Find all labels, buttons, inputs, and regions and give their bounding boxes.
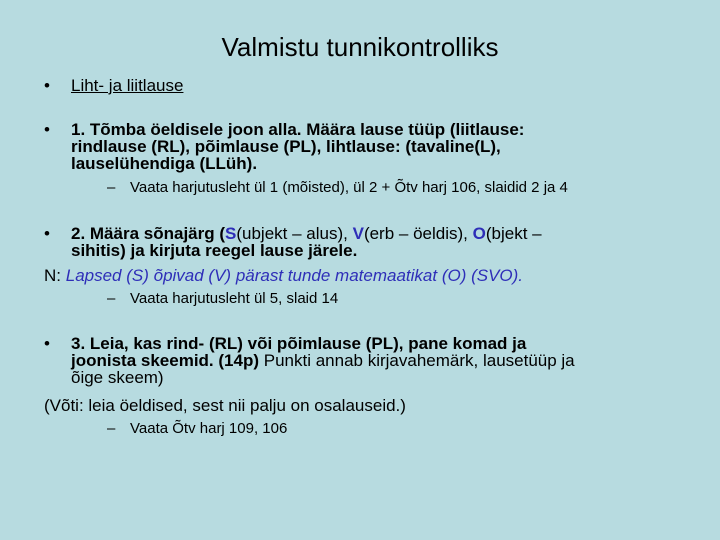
bullet-marker: • — [44, 334, 50, 353]
sub-bullet-3: Vaata harjutusleht ül 5, slaid 14 — [130, 290, 339, 307]
bullet-liht-liitlause: Liht- ja liitlause — [71, 76, 184, 95]
bullet-marker: • — [44, 76, 50, 95]
bullet-marker: • — [44, 224, 50, 243]
text-run: (bjekt – — [485, 224, 542, 243]
bullet-2-line-2: rindlause (RL), põimlause (PL), lihtlause: (tavaline(L), — [71, 137, 501, 156]
text-run: (ubjekt – alus), — [236, 224, 353, 243]
sub-dash: – — [107, 290, 116, 307]
bullet-4-line-1: 3. Leia, kas rind- (RL) või põimlause (PL), pane komad ja — [71, 334, 527, 353]
text-run: 2. Määra sõnajärg ( — [71, 224, 226, 243]
bullet-4-key: (Võti: leia öeldised, sest nii palju on osalauseid.) — [44, 396, 406, 415]
example-line — [44, 267, 523, 284]
s-letter: S — [225, 224, 237, 243]
example-sentence: Lapsed (S) õpivad (V) pärast tunde matemaatikat (O) (SVO). — [65, 266, 524, 285]
bullet-4-line-3: õige skeem) — [71, 368, 164, 387]
bullet-3-line-2: sihitis) ja kirjuta reegel lause järele. — [71, 241, 358, 260]
text-run: Punkti annab kirjavahemärk, lausetüüp ja — [263, 351, 575, 370]
bullet-2-line-1: 1. Tõmba öeldisele joon alla. Määra lause tüüp (liitlause: — [71, 120, 525, 139]
text-run: joonista skeemid. (14p) — [71, 351, 264, 370]
bullet-2-line-3: lauselühendiga (LLüh). — [71, 154, 258, 173]
sub-dash: – — [107, 179, 116, 196]
v-letter: V — [352, 224, 364, 243]
slide-title: Valmistu tunnikontrolliks — [221, 32, 499, 62]
sub-dash: – — [107, 420, 116, 437]
bullet-marker: • — [44, 120, 50, 139]
sub-bullet-2: Vaata harjutusleht ül 1 (mõisted), ül 2 + Õtv harj 106, slaidid 2 ja 4 — [130, 179, 568, 196]
sub-bullet-4: Vaata Õtv harj 109, 106 — [130, 420, 288, 437]
bullet-3-line-1 — [71, 225, 542, 242]
o-letter: O — [472, 224, 486, 243]
example-prefix: N: — [44, 266, 66, 285]
bullet-4-line-2 — [71, 352, 575, 369]
text-run: (erb – öeldis), — [363, 224, 473, 243]
